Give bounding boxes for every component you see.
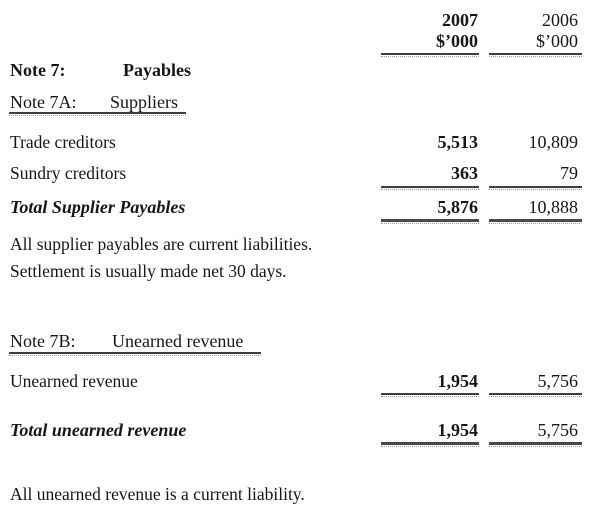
table-row	[0, 163, 600, 187]
unearned-revenue-2006-value: 5,756	[537, 371, 578, 391]
row-label-trade-creditors: Trade creditors	[10, 132, 116, 152]
note7a-heading-underline	[9, 112, 186, 116]
note7-heading	[0, 60, 600, 84]
unit-header-2007: $’000	[436, 31, 478, 51]
sundry-creditors-2006-value: 79	[560, 163, 578, 183]
row-label-sundry-creditors: Sundry creditors	[10, 163, 127, 183]
header-underline-col-2006	[489, 53, 582, 57]
total-underline-unearned-col-2006	[489, 442, 582, 447]
total-underline-unearned-col-2007	[381, 442, 479, 447]
table-row	[0, 371, 600, 395]
column-unit-header-row	[0, 31, 600, 55]
trade-creditors-2007-value: 5,513	[437, 132, 478, 152]
subtotal-underline-col-2007	[381, 186, 479, 190]
unit-header-2006: $’000	[536, 31, 578, 51]
note7a-paragraph-2: Settlement is usually made net 30 days.	[10, 261, 287, 281]
note7b-prefix: Note 7B:	[10, 331, 76, 351]
note7b-heading-underline	[9, 352, 261, 356]
note7a-paragraph-1: All supplier payables are current liabilities.	[10, 234, 313, 254]
note7a-title: Suppliers	[110, 92, 179, 112]
row-label-total-supplier-payables: Total Supplier Payables	[10, 197, 186, 217]
total-supplier-payables-2006-value: 10,888	[528, 197, 578, 217]
note7a-prefix: Note 7A:	[10, 92, 77, 112]
header-underline-col-2007	[381, 53, 479, 57]
note7b-title: Unearned revenue	[112, 331, 244, 351]
column-header-2006: 2006	[542, 10, 578, 30]
unearned-revenue-2007-value: 1,954	[437, 371, 478, 391]
row-label-total-unearned-revenue: Total unearned revenue	[10, 420, 187, 440]
subtotal-underline-unearned-col-2006	[489, 393, 582, 397]
total-unearned-revenue-2006-value: 5,756	[537, 420, 578, 440]
note7-prefix: Note 7:	[10, 60, 66, 80]
total-underline-col-2006	[489, 219, 582, 224]
trade-creditors-2006-value: 10,809	[528, 132, 578, 152]
subtotal-underline-col-2006	[489, 186, 582, 190]
row-label-unearned-revenue: Unearned revenue	[10, 371, 138, 391]
total-unearned-revenue-2007-value: 1,954	[437, 420, 478, 440]
subtotal-underline-unearned-col-2007	[381, 393, 479, 397]
note7-title: Payables	[123, 60, 192, 80]
table-row	[0, 132, 600, 156]
table-total-row	[0, 420, 600, 444]
total-supplier-payables-2007-value: 5,876	[437, 197, 478, 217]
total-underline-col-2007	[381, 219, 479, 224]
column-header-2007: 2007	[442, 10, 478, 30]
table-total-row	[0, 197, 600, 221]
sundry-creditors-2007-value: 363	[451, 163, 478, 183]
note7b-paragraph-1: All unearned revenue is a current liability.	[10, 484, 305, 504]
